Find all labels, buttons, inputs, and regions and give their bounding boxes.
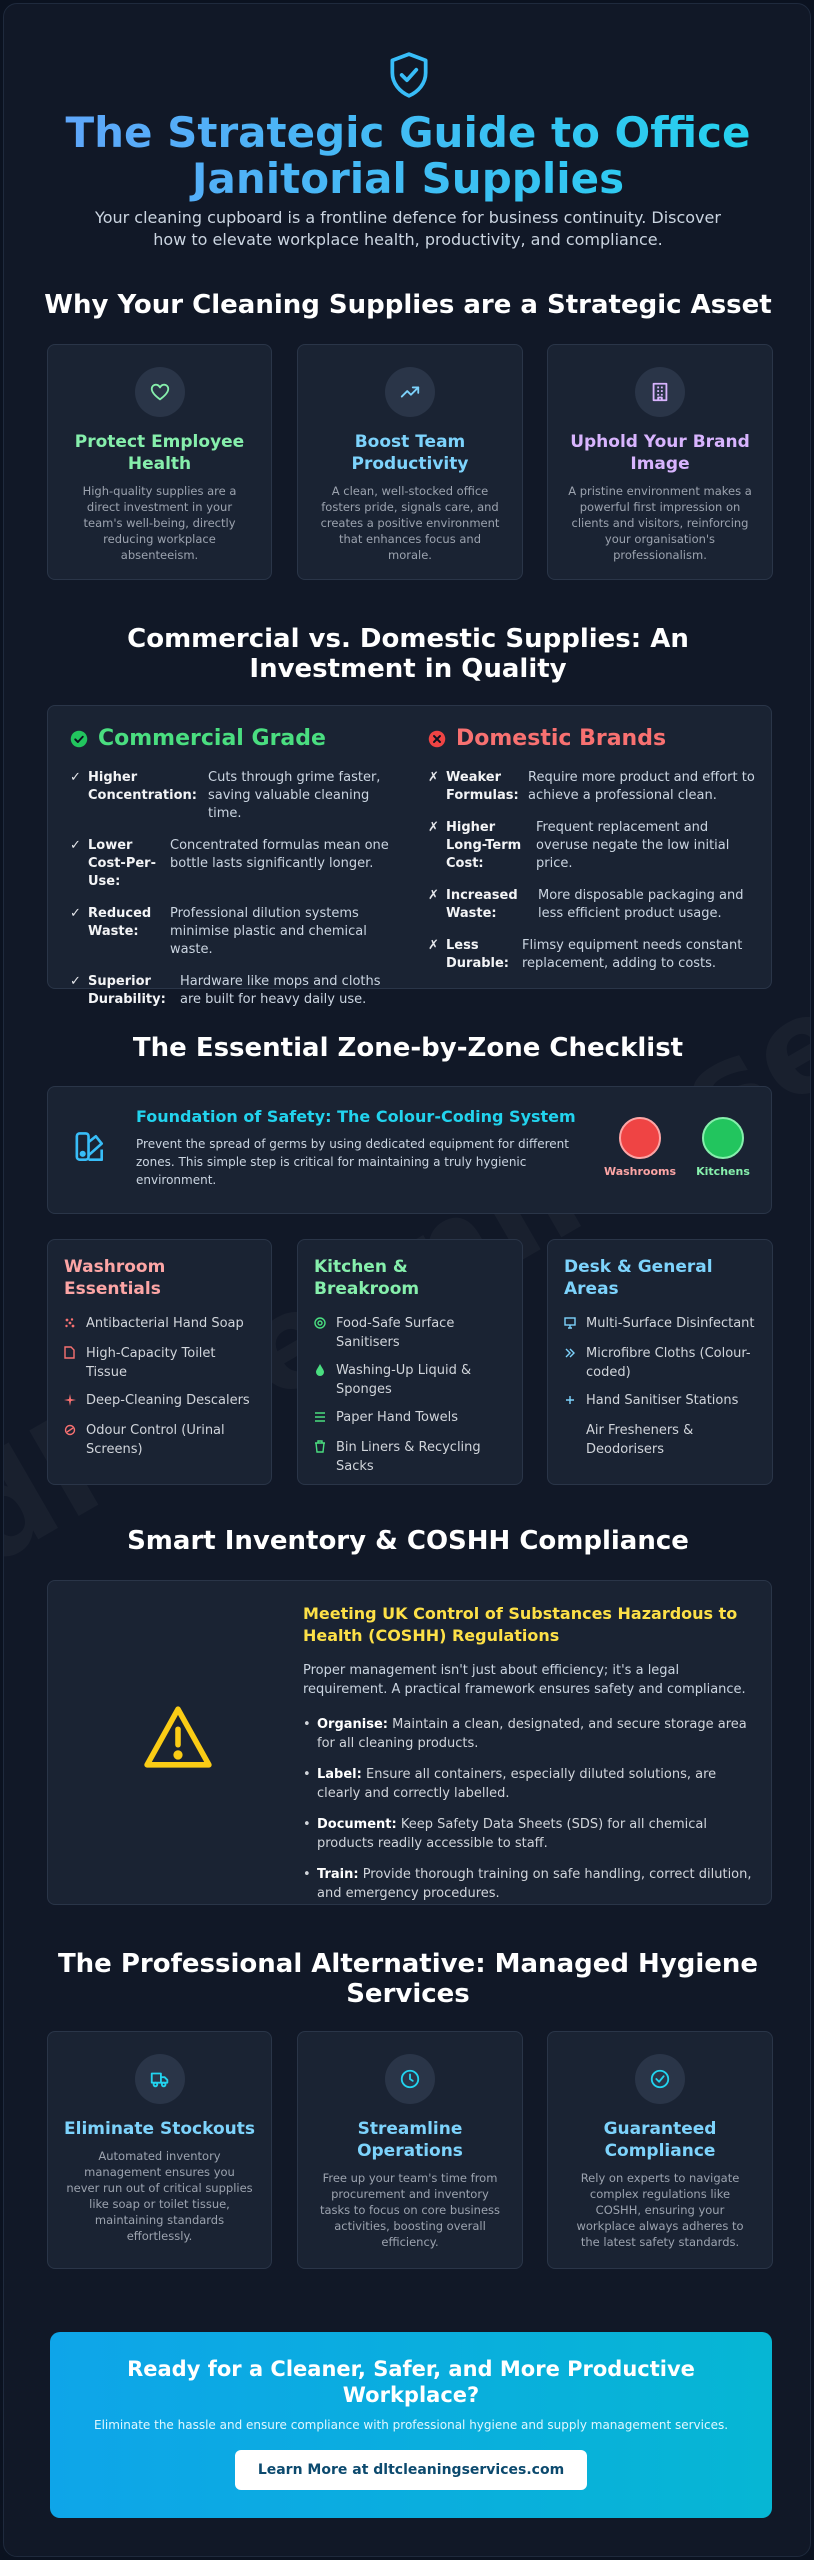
strategic-section-title: Why Your Cleaning Supplies are a Strategic Asset — [44, 290, 772, 320]
blank-icon — [564, 1421, 586, 1459]
colour-coding-title: Foundation of Safety: The Colour-Coding System — [136, 1107, 576, 1126]
card-text: Automated inventory management ensures you never run out of critical supplies like soap or toilet tissue, maintaining standards effortlessly. — [66, 2149, 253, 2243]
zone-card-desk — [547, 1239, 773, 1485]
check-icon: ✓ — [70, 770, 81, 785]
card-text: High-quality supplies are a direct investment in your team's well-being, directly reducing workplace absenteeism. — [82, 484, 237, 562]
list-item: Antibacterial Hand Soap — [64, 1314, 255, 1335]
lines-icon — [314, 1408, 336, 1429]
coshh-content — [303, 1603, 753, 1915]
green-swatch — [702, 1117, 744, 1159]
domestic-heading: Domestic Brands — [456, 726, 667, 751]
colour-palette-icon — [72, 1129, 108, 1171]
clock-icon — [385, 2054, 435, 2104]
check-icon: ✓ — [70, 974, 81, 989]
strategic-card-productivity — [297, 344, 523, 580]
card-title: Uphold Your Brand Image — [570, 432, 750, 474]
coshh-bullet: • Organise: Maintain a clean, designated, and secure storage area for all cleaning products. — [303, 1717, 747, 1751]
check-badge-icon — [635, 2054, 685, 2104]
shield-check-icon — [384, 50, 434, 100]
managed-card-operations — [297, 2031, 523, 2269]
truck-icon — [135, 2054, 185, 2104]
comparison-card — [47, 705, 772, 1007]
zone-title: Kitchen & Breakroom — [314, 1257, 420, 1299]
cta-subtitle: Eliminate the hassle and ensure compliance with professional hygiene and supply management services. — [93, 2418, 729, 2432]
red-swatch — [619, 1117, 661, 1159]
list-item: Paper Hand Towels — [314, 1408, 506, 1429]
warning-icon — [140, 1703, 216, 1775]
plus-icon — [564, 1391, 586, 1412]
trending-up-icon — [385, 367, 435, 417]
check-icon: ✓ — [70, 906, 81, 921]
learn-more-button[interactable]: Learn More at dltcleaningservices.com — [235, 2450, 587, 2490]
domestic-row: ✗ Increased Waste: More disposable packaging and less efficient product usage. — [428, 888, 744, 921]
strategic-card-brand — [547, 344, 773, 580]
managed-section-title: The Professional Alternative: Managed Hygiene Services — [57, 1949, 759, 2009]
coshh-card — [47, 1580, 772, 1905]
card-text: Free up your team's time from procurement and inventory tasks to focus on core business activities, boosting overall efficiency. — [319, 2171, 501, 2249]
list-item: Multi-Surface Disinfectant — [564, 1314, 756, 1335]
commercial-row: ✓ Reduced Waste: Professional dilution systems minimise plastic and chemical waste. — [70, 906, 367, 957]
zone-title: Desk & General Areas — [564, 1257, 713, 1299]
coshh-bullet: • Document: Keep Safety Data Sheets (SDS) for all chemical products readily accessible to staff. — [303, 1817, 708, 1851]
list-item: Odour Control (Urinal Screens) — [64, 1421, 255, 1459]
x-circle-icon — [428, 730, 446, 748]
sparkle-icon — [64, 1391, 86, 1412]
list-item: High-Capacity Toilet Tissue — [64, 1344, 255, 1382]
cross-icon: ✗ — [428, 888, 439, 903]
domestic-row: ✗ Higher Long-Term Cost: Frequent replacement and overuse negate the low initial price. — [428, 820, 730, 871]
page-title: The Strategic Guide to Office Janitorial Supplies — [44, 110, 772, 202]
wind-icon — [64, 1421, 86, 1459]
list-item: Deep-Cleaning Descalers — [64, 1391, 255, 1412]
commercial-column — [70, 726, 400, 1023]
commercial-row: ✓ Higher Concentration: Cuts through grime faster, saving valuable cleaning time. — [70, 770, 381, 821]
target-icon — [314, 1314, 336, 1352]
droplet-icon — [314, 1361, 336, 1399]
check-icon: ✓ — [70, 838, 81, 853]
card-text: A clean, well-stocked office fosters pride, signals care, and creates a positive environment that enhances focus and morale. — [320, 484, 500, 562]
domestic-row: ✗ Less Durable: Flimsy equipment needs constant replacement, adding to costs. — [428, 938, 743, 971]
card-title: Guaranteed Compliance — [603, 2119, 717, 2161]
domestic-row: ✗ Weaker Formulas: Require more product and effort to achieve a professional clean. — [428, 770, 755, 803]
list-item: Food-Safe Surface Sanitisers — [314, 1314, 506, 1352]
page-frame — [3, 3, 811, 2557]
swatch-kitchens: Kitchens — [691, 1117, 755, 1178]
commercial-heading: Commercial Grade — [98, 726, 326, 751]
managed-card-stockouts — [47, 2031, 272, 2269]
zone-card-kitchen — [297, 1239, 523, 1485]
coshh-bullet: • Label: Ensure all containers, especially diluted solutions, are clearly and correctly labelled. — [303, 1767, 717, 1801]
commercial-row: ✓ Lower Cost-Per-Use: Concentrated formulas mean one bottle lasts significantly longer. — [70, 838, 389, 889]
card-title: Streamline Operations — [357, 2119, 463, 2161]
domestic-column — [428, 726, 758, 987]
cta-title: Ready for a Cleaner, Safer, and More Productive Workplace? — [127, 2357, 695, 2407]
list-item: Hand Sanitiser Stations — [564, 1391, 756, 1412]
bin-icon — [314, 1438, 336, 1476]
cross-icon: ✗ — [428, 938, 439, 953]
zones-section-title: The Essential Zone-by-Zone Checklist — [132, 1033, 684, 1063]
spray-icon — [64, 1314, 86, 1335]
building-icon — [635, 367, 685, 417]
card-title: Eliminate Stockouts — [64, 2119, 255, 2139]
list-item: Air Fresheners & Deodorisers — [564, 1421, 756, 1459]
cross-icon: ✗ — [428, 770, 439, 785]
card-title: Boost Team Productivity — [351, 432, 469, 474]
coshh-intro: Proper management isn't just about efficiency; it's a legal requirement. A practical framework ensures safety and compliance. — [303, 1663, 746, 1697]
heart-icon — [135, 367, 185, 417]
zone-card-washroom — [47, 1239, 272, 1485]
card-text: A pristine environment makes a powerful first impression on clients and visitors, reinforcing your organisation's professionalism. — [568, 484, 752, 562]
colour-coding-card — [47, 1086, 772, 1214]
check-circle-icon — [70, 730, 88, 748]
colour-coding-text: Prevent the spread of germs by using dedicated equipment for different zones. This simple step is critical for maintaining a truly hygienic environment. — [136, 1137, 569, 1187]
comparison-section-title: Commercial vs. Domestic Supplies: An Investment in Quality — [127, 624, 689, 684]
list-item: Washing-Up Liquid & Sponges — [314, 1361, 506, 1399]
managed-card-compliance — [547, 2031, 773, 2269]
document-icon — [64, 1344, 86, 1382]
zone-title: Washroom Essentials — [64, 1257, 166, 1299]
list-item: Bin Liners & Recycling Sacks — [314, 1438, 506, 1476]
chevrons-icon — [564, 1344, 586, 1382]
monitor-icon — [564, 1314, 586, 1335]
coshh-section-title: Smart Inventory & COSHH Compliance — [127, 1526, 689, 1556]
card-title: Protect Employee Health — [74, 432, 245, 474]
cta-banner — [50, 2332, 772, 2518]
coshh-bullet: • Train: Provide thorough training on safe handling, correct dilution, and emergency procedures. — [303, 1867, 752, 1901]
strategic-card-health — [47, 344, 272, 580]
card-text: Rely on experts to navigate complex regulations like COSHH, ensuring your workplace always adheres to the latest safety standards. — [576, 2171, 744, 2249]
list-item: Microfibre Cloths (Colour-coded) — [564, 1344, 756, 1382]
swatch-washrooms: Washrooms — [603, 1117, 677, 1178]
commercial-row: ✓ Superior Durability: Hardware like mops and cloths are built for heavy daily use. — [70, 974, 381, 1007]
cross-icon: ✗ — [428, 820, 439, 835]
coshh-heading: Meeting UK Control of Substances Hazardous to Health (COSHH) Regulations — [303, 1604, 738, 1645]
page-subtitle: Your cleaning cupboard is a frontline defence for business continuity. Discover how to elevate workplace health, productivity, and compliance. — [95, 208, 721, 249]
